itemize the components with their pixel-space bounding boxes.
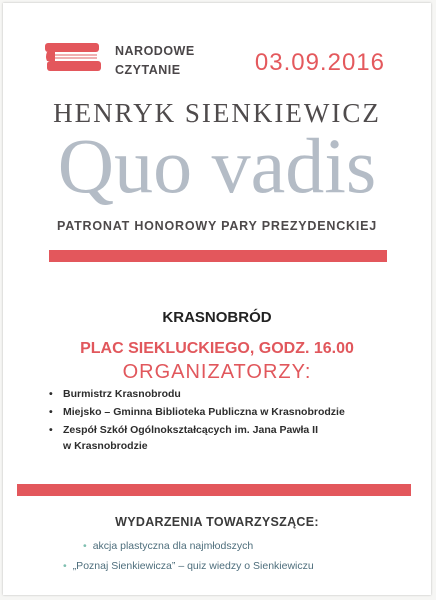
poster bbox=[3, 3, 431, 595]
patronage-text: PATRONAT HONOROWY PARY PREZYDENCKIEJ bbox=[56, 219, 378, 233]
organizers-list bbox=[49, 386, 409, 456]
organizers-heading: ORGANIZATORZY: bbox=[122, 361, 312, 383]
logo-line-2: CZYTANIE bbox=[115, 63, 181, 77]
place-and-time: PLAC SIEKLUCKIEGO, GODZ. 16.00 bbox=[80, 340, 354, 357]
organizer-item bbox=[49, 386, 409, 402]
bullet-icon: • bbox=[83, 540, 87, 552]
bullet-icon: • bbox=[63, 560, 67, 572]
divider-bar-top bbox=[49, 250, 387, 262]
logo-line-1: NARODOWE bbox=[115, 44, 195, 58]
event-item bbox=[63, 536, 393, 556]
book-icon bbox=[45, 41, 103, 73]
organizer-item bbox=[49, 422, 409, 454]
city-name: KRASNOBRÓD bbox=[162, 309, 272, 326]
organizer-label: Burmistrz Krasnobrodu bbox=[63, 388, 181, 400]
events-list bbox=[63, 536, 393, 576]
event-date: 03.09.2016 bbox=[254, 49, 385, 76]
organizer-label: Zespół Szkół Ogólnokształcących im. Jana Pawła II bbox=[63, 424, 319, 436]
event-label: akcja plastyczna dla najmłodszych bbox=[92, 540, 254, 552]
event-item bbox=[63, 556, 393, 576]
organizer-item bbox=[49, 404, 409, 420]
book-title: Quo vadis bbox=[57, 122, 377, 209]
organizer-label-cont: w Krasnobrodzie bbox=[63, 440, 148, 452]
events-heading: WYDARZENIA TOWARZYSZĄCE: bbox=[115, 515, 319, 529]
logo-text bbox=[115, 42, 195, 80]
divider-bar-bottom bbox=[17, 484, 411, 496]
author-name: HENRYK SIENKIEWICZ bbox=[53, 98, 381, 128]
organizer-label: Miejsko – Gminna Biblioteka Publiczna w Krasnobrodzie bbox=[63, 406, 345, 418]
event-label: „Poznaj Sienkiewicza” – quiz wiedzy o Sienkiewiczu bbox=[72, 560, 314, 572]
